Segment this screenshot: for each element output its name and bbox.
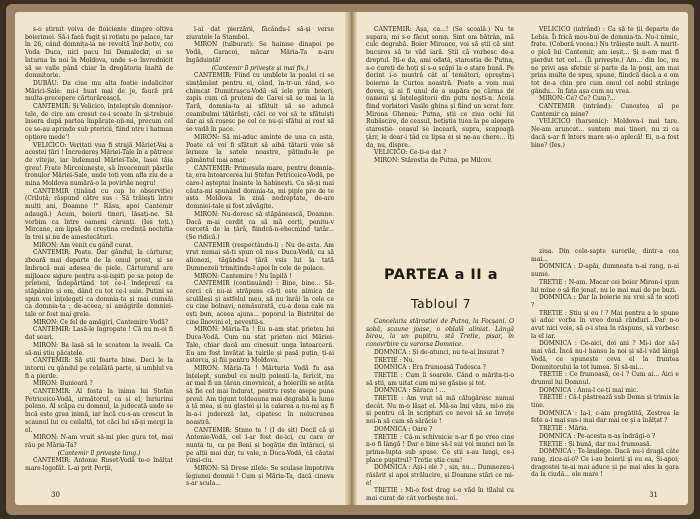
paragraph: CANTEMIR (respectându-l) : Nu de-asta. Am vrut numai să-ți spun că nu-s Duca-Vodă, ca să alionezi, tăgăndu-l țără vsis lui la tată Dumnezeii trimițindu-l apoi în cele de polace. [186, 241, 334, 272]
page-number-right: 31 [649, 491, 658, 499]
right-column-1-bottom [366, 318, 514, 503]
paragraph: CANTEMIR: Al fosta la inima lui Ștefan Petriceico-Vodă, următorul, ca și el, înriurimi poleno. Al scăpa cu domnul, la judecată unde se încă este grea inimă, iar încă cu-s-au crescut în scaunul lui cu ceilaltă, tot căci lui să-și mergi la el. [25, 388, 173, 434]
paragraph: DOMNICA : Și de-atunci, nu te-ai însurat ? [374, 348, 505, 356]
paragraph: (Cantemir îl privește lung.) [57, 449, 141, 457]
paragraph: DOMNICA : Ași-i ele ? , sin, nu... Dumnezeu-i răsărit și apoi strălucire, și Doamne stări ce mi-e! [366, 464, 514, 487]
paragraph: l-ai dat pierzării, făcându-l să-și verse ziuratele la Stambol. [186, 26, 334, 41]
paragraph: VELICICO: Ce-ți-e dat ? [374, 149, 447, 157]
right-column-1-top [366, 26, 514, 258]
paragraph: CANTEMIR: Poate. Dar gândul, la cârturar, zboară mai departe de la omul prost, și se îmbracă mai adesea de piele. Cărturarul are mijloace sigure pentru a-și-ispiti pe sa poiop de prieteni, îndepărtând tot ce-l îndeprezi ca stăpânire și om, dând cu tot ce-l suie. Putini se spun voi înțelegeți ca domnia-ta și mai cumsăi ca domnia-ta ; de-aceea, și amăgirile domniei-tale or fost mai grele. [25, 249, 173, 319]
paragraph: CANTEMIR: Să știi foarte bine. Deci le la intorni cu gândul pe celalătă parte, și umblul va fi a pierde. [25, 357, 173, 380]
paragraph: DOMNICA : Săraca ! ... [374, 387, 446, 395]
paragraph: TRETIE : Că-m schivnicie n-ar fi pe vreo cine n-o fi lângă ! Dar e bine să-l sui voi munci noi în prima-lupta sub spuse. Ce știi s-au lungi, ce-i place pupitrul? Tretie știa cum! [366, 433, 514, 464]
paragraph: TRETIE : Nu. [374, 356, 415, 364]
paragraph: CANTEMIR: Lasă-le îngropate ! Că nu m-oi fi dat seari. [25, 326, 173, 342]
paragraph: MIRON: Ba lasă să le scoatem la iveală. Ca să-mi știu păcatele. [25, 341, 173, 357]
paragraph: Cancelaria stărostiei de Putna, la Focșani. O sobă, scaune joase, o oblală aliniat. Lângă birou, la un pupitru, stă Tretie, pisar, în conovrbire cu varorsa Domnice. [366, 318, 514, 349]
open-book [6, 4, 694, 515]
paragraph: (Cantemir îl privește și mai fix.) [211, 64, 309, 72]
paragraph: TRETIE : Ce frumoasă, ce-i ? Cum ai... Aici e drumul lui Domnul. [531, 371, 679, 386]
paragraph: ziua. Din cele-sapte surorile, dintr-a cea mai... [531, 248, 679, 263]
paragraph: CANTEMIR: Stnne te ! (I de sit) Decil că și Antonie-Vodă, cel l-ar fost de-ici, cu care or nunta tu, ca pe Beni și bogăție din întăraci, și pe alții mai dur, tu vale, n Duca-Vodă, că căutai vinși-ciu. [186, 426, 334, 465]
paragraph: CANTEMIR (ținând cu cap lo observiție) (Criluță; răspund către sus : Să trăiești între mulți ani, Doamne !" Râsu, apoi Cantemir adaugă.) Acum, boierii tineri, lăsați-ne. Să vorbim ca între oameni cârunți. (Ies toți.) Mircane, am lipsă de creștina credință nechitia în trei și nu de amestecături. [25, 187, 173, 241]
part-heading: PARTEA a II a [383, 267, 499, 283]
paragraph: MIRON: Nu-doresc să stăpânească, Doamne. Dacă m-ai cerdit ca să mă cerți, penitu-v cercetă de la țâră, fiindcă-n-ehecmind tatăr... (Se ridică.) [186, 210, 334, 241]
paragraph: CANTEMIR: Primesula mare, pentru domnia-ta, era întoarcerea lui Ștefan Petriceico-Vodă, pe care-l așteptai înainte la hahinești. Ca să-și mai căuta-mi spunând domnia-ta, mi pipie pre de te asta Moldova în ziuă nedreptate, de-are domniei-tale și fost zăvăgite. [186, 164, 334, 211]
paragraph: CANTEMIR: Antonie Ruset-Vodă te-o înălțat mare-logofăt. L-ai prit Porții, [25, 457, 173, 473]
paragraph: MIRON: Bunioară ? [33, 380, 93, 388]
paragraph: MIRON: Să mi-aduc aminte de una ca asta. Poate că voi fi sfătuit să aibă tătarii voie să îerneze la satele noastre, pătindu-le pe pământul mai amar. [186, 133, 334, 164]
paragraph: TRETIE : Că-l păstrează sub Domn și trimis la tine. [531, 394, 679, 410]
paragraph: DOMNICA : Amu-l ce-ți mai mic. [539, 386, 639, 394]
paragraph: MIRON: Stărostia de Putna, pe Milcov. [374, 156, 493, 164]
right-column-2-bottom [531, 248, 679, 498]
paragraph: DOMNICA : Ia-l, c-am pregătită, Zestrea la fete a-i mai sus-i mai dar mai ce și a înălțat ? [531, 409, 679, 425]
left-column-1 [25, 26, 173, 481]
left-column-2 [186, 26, 334, 488]
book-gutter [345, 12, 357, 505]
page-number-left: 30 [51, 491, 60, 499]
paragraph: MIRON: Măria-Ta ! Mărturia Vodă fu așa înțelept, sumbul cu mulți polenii la, fericit, nu ar mai fi un țăran cinovnicat, a hoierilii se arăta să fie cel mai îndurat, pentru rește asepe pune preul. Am tigunt toldeauna mai degrabă la lume a ță mea, și nu glastei și la calarea a nu-mi aș fi în-a-i jndereză lat, cipatesc în nelucrunea noastră. [186, 364, 334, 426]
paragraph: VELICICO (intrând) : Ca să te ții departe de Lehia. Îi frică mou-bui de domnia-ta. Nu-i nimic, frate. (Coborâ vocea.) Nu trăiește mult. A murit-o pică lui Cantemir, am ieșit... Și n-am mai fi pierdut tot cel... (Îi privește.) Am... din loc, nu ne privi așa sfetnic și parte da la poși, am mai prins multe de spus, spune, fiindcă dacă a e om tot de-a chin pre cum omul cel nobil strânge gându... în fața așa cum nu vrea. [531, 26, 679, 95]
paragraph: TRETIE : N-am. Macar cei boier Miron-i spun lui mine o să fie jenat, nu le mai mai de pe buzi. [531, 278, 679, 294]
paragraph: TRETIE : Cum îi soarele. Când o mărita-ți-o să știi, am uitat cum mi se găsise și tot. [366, 371, 514, 387]
paragraph: CANTEMIR (intrând): Cunoștea al pe Cantemir ca mine? [531, 103, 679, 118]
paragraph: MIRON: N-am vruit să-mi plec gura tot, mai rău pe Măria-Ta? [25, 434, 173, 449]
paragraph: DOMNICA : Ce-aici, doi ani ? Mi-i dor să-l mai văd. Încă nu-i hansu la noi și să-i văd lângă Vodă, ce spunește ceva el la fruntea Domnitorului la tot lumea. Și să-mi... [531, 340, 679, 371]
paragraph: CANTEMIR: Fiind cu umblete la poalei ci se simțământ pentru ei, când, în-tr-un rând, s-o chimcat Dumitrașcu-Vodă să iele prin boieri, zapis cum că pruteni de Carei să se mai ia la Țară, domnia-ta ai sfătuit să se aduncă ceambulmi tătărăști, căci ce voi să te sfătuiști dar ai să roșesc pe cel ce nu-și sfătui ai rost să se vadă în pace. [186, 72, 334, 134]
paragraph: DUBĂU: Da ciue mu alta foatie indalicitor Mărici-Sale: mi-i huat mai de je, faură pră multa-precepere cărturărească. [25, 79, 173, 103]
paragraph: DOMNICA : Era frumoasă Tudosca ? [374, 364, 486, 372]
paragraph: s-o știrnit voiva de fioiciente dimpre oltiva boierimei. Să-i facă fugit și roțistu pe palace, tar în 26, când domnița-ia ne revoltă înir-botiv, coi Voda Duca, nici pacu lui Demaleckr, ei se înturna în noi în Moldova, unde s-o învrednicit să se valle până chiar în dregătoria înaltă de domnitorie. [25, 26, 173, 80]
paragraph: TRETIE : Și bună, dar nu-i frumoasă. [539, 440, 652, 448]
paragraph: VELICICO (harsenic): Moldova-i mai tare. Ne-am aruncat... suntem mai tineri, nu zi ca dacă s-ar fi întors mare se-o aplecă! Ei, n-a fost bine? (Ies.) [531, 118, 679, 149]
paragraph: DOMNICA : Te-înșilege. Dacă nu-i dragă câte rang, zicu-ai-o? Ce i-au boierii și eu ea, Și-apoi, dragostei te-ai mai aduce și pe mai ales la gara da la ciudă... ele mare ! [531, 448, 679, 479]
paragraph: MIRON: Să Drese zilele: Se sculase împotriva legiunei domnii ! Cum și Măria-Ta, dacă cineva s-ar scula... [186, 465, 334, 488]
paragraph: CANTEMIR: Și Velicico, înțeleptule domnișor-tale, de cire am cresut ce-i scoate în și-trebuie însera după partea împărațe-nii-mi, precum cel ce se-au aprinde sub ptericii, fiind ntre i hatman optiore mede'! [25, 103, 173, 141]
paragraph: MIRON: Măria-Ta ! Eu n-am stat prieten lui Duca-Vodă. Cum nu stat prieten nici Măriei-Tale, chiar dacă am cinosuit unga întoarcerii. Eu am fost învățat la țuirile și pasă puțin, ți-ai asterca, și fiii pentru Moldova. [186, 326, 334, 365]
tableau-heading: Tabloul 7 [410, 296, 472, 311]
right-page [357, 12, 688, 505]
paragraph: MIRON: Ce? Ce? Cum?... [539, 95, 616, 103]
paragraph: MIRON: Am venit cu gând curat. [33, 241, 134, 249]
paragraph: TRETIE : Măria. [539, 425, 589, 433]
paragraph: DOMNICA : D-apăi, dumneata n-ai rang, n-ai nume. [531, 263, 679, 279]
paragraph: TRETIE : Știu și eu ! ? Mai pentru a le spune și aduc vorba în vreo două rânduri...Dar n-o avut nici voie, să o-i stea în răspuns, să vorbesc la el iar. [531, 309, 679, 340]
paragraph: CANTEMIR: Așa, ca...! (Se scoală.) Nu te supara, mi s-o făcut somn. Sint om bătrân, mă culc degrabă. Boier Mironce, voi să știi că sint bucuros să te văd iară. Știi că vorbesc de-a dreptul. Iți-e da, ami odată, starostia de Putna, s-o cureți de hoți și s-o scăpi la o stare bună. Pe dorint i-o mustră cât ai temători, opreștm-i boierne la Curtea noastră. Poate a vom mai doves, și ai fi unul de a supăra pe cârma de oameni și înțelegătorii din putu noști-n. Aceia fiind vorbitori Vasile ghina și fiind un scrat ferr. Mirona Ghenea: Putna, știi ce ziua ochi lui Rubăscire, de ceasul, bețiștia tuea la pe alegere starostie- ceasul se înceară, supra, scapoagă ţârr, le doar-i țâd cu lipsa ei și ne-au chere... îți da, nu, dispre. [366, 26, 514, 149]
right-column-2-top [531, 26, 679, 149]
left-page [15, 12, 345, 505]
paragraph: DOMNICA : Pe-acesta n-aș îndrăgi-o ? [539, 432, 656, 440]
paragraph: VELICICO: Veritati vua fi strajă Măriet-Vai a acestei țări ! Încredereș Măriei-Tale în a pătrece de vitejie, iar îndemnul Măriei-Tale, lasei tăia greu! Frate Mircoiunește, să învecenuit păsrile tronulor Măriei-Sale, unde toți vom afla ziu de a mina Moldova numără-o la povirtăe negru! [25, 141, 173, 188]
paragraph: MIRON: Ce fel de amăgiri, Cantemire Vodă? [33, 318, 169, 326]
paragraph: TRETIE : Mi-o fost drag s-o văd în tîlalul cu mai curat de cât vorbește noi. [366, 487, 514, 503]
paragraph: MIRON: Cantemire ! Nu înpilă ! [194, 272, 292, 280]
paragraph: MIRON (tulburat): Se hainise dinapoi pe Vodă, Caracoi, măcar Măria-Ta n-are îngăduință! [186, 41, 334, 64]
paragraph: DOMNICA : Dar la boierie nu vrei să te scoți ? [531, 294, 679, 309]
paragraph: DOMNICA : Oare ? [374, 425, 433, 433]
paragraph: TRETIE : Am vrut să mă călugăresc numai decât. Nu m-o lăsat el. Mă-sa îmi văzu, mi-o zis și pentru că în scripturi ce nevoi să se învețe noi-n să cum să sârăcie ! [366, 395, 514, 426]
paragraph: CANTEMIR (continuând) : Bine, bine... Să-cerci că nu-ai străpuns că-ți este nimica de sculăleși și astfelul meu, să nu înrâi în cele ce cu cine bolnavi, nemăsurată, cu-a doua cale nu ești bun, aceea ajuns... poporul la Bistriiței de cine îlnovini el, nevestii-s. [186, 280, 334, 326]
